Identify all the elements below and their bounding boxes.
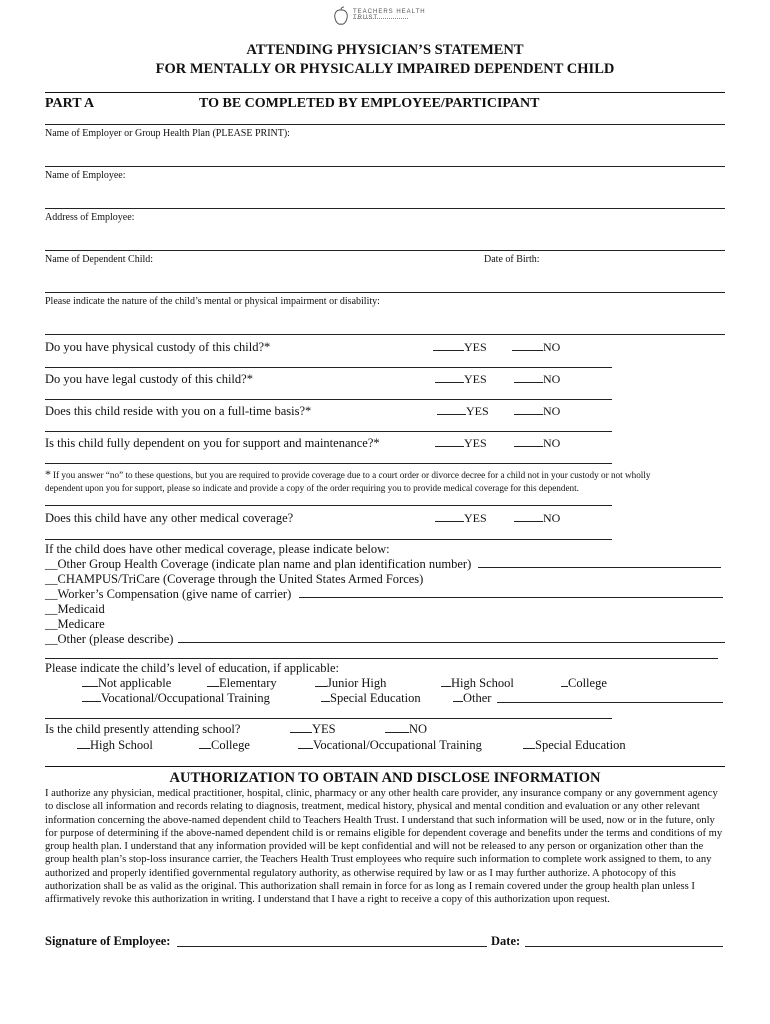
question-reside: Does this child reside with you on a full-time basis?*	[45, 404, 312, 418]
signature-field[interactable]	[177, 946, 487, 947]
other-describe-field[interactable]	[178, 642, 725, 643]
logo-text: TEACHERS HEALTH TRUST	[353, 9, 426, 21]
no-option[interactable]: NO	[514, 404, 560, 419]
employee-label: Name of Employee:	[45, 170, 126, 181]
edu-other-field[interactable]	[497, 702, 723, 703]
edu-high-school[interactable]: High School	[441, 676, 514, 691]
yes-option[interactable]: YES	[437, 404, 489, 419]
logo-subline	[353, 18, 408, 19]
question-physical-custody: Do you have physical custody of this child?*	[45, 340, 271, 354]
address-label: Address of Employee:	[45, 212, 135, 223]
authorization-body: I authorize any physician, medical practitioner, hospital, clinic, pharmacy or any other health care provider, any insurance company or any government agency to disclose all information and records relating to diagnosis, treatment, medical history, physical and mental condition and evaluation or any other relevant information concerning the above-named dependent child to Teachers Health Trust. I understand that such information will be used, now or in the future, only for purpose of determining if the above-named dependent child is or remains eligible for dependent coverage and benefits under the terms and conditions of my group health plan. I understand that any information provided will be kept confidential and will not be released to any person or organization other than the group health plan’s stop-loss insurance carrier, the Teachers Health Trust employees who require such information to complete work assigned to them, to any authorized and properly identified governmental regulatory authority, as otherwise required by law or as I may further authorize. A photocopy of this authorization shall be as valid as the original. This authorization shall remain in force for as long as I remain covered under the group health plan unless I affirmatively revoke this authorization in writing. I understand that I have a right to receive a copy of this authorization upon request.	[45, 788, 723, 906]
option-workers-comp[interactable]: __Worker’s Compensation (give name of carrier)	[45, 587, 292, 601]
yes-option[interactable]: YES	[435, 436, 487, 451]
impairment-label: Please indicate the nature of the child’s mental or physical impairment or disability:	[45, 296, 380, 307]
option-other[interactable]: __Other (please describe)	[45, 632, 174, 646]
divider	[45, 766, 725, 767]
attend-special-ed[interactable]: Special Education	[523, 738, 626, 753]
divider	[45, 367, 612, 368]
footnote-line2: dependent upon you for support, please so indicate and provide a copy of the order requiring you to provide medical coverage for this dependent.	[45, 483, 579, 493]
edu-elementary[interactable]: Elementary	[207, 676, 277, 691]
no-option[interactable]: NO	[512, 340, 560, 355]
yes-option[interactable]: YES	[290, 722, 336, 737]
form-title-line1: ATTENDING PHYSICIAN’S STATEMENT	[246, 42, 524, 58]
footnote-star: *	[45, 467, 51, 481]
divider	[45, 539, 612, 540]
yes-option[interactable]: YES	[433, 340, 487, 355]
no-option[interactable]: NO	[514, 436, 560, 451]
attend-college[interactable]: College	[199, 738, 250, 753]
edu-vocational[interactable]: Vocational/Occupational Training	[82, 691, 270, 706]
option-group-health[interactable]: __Other Group Health Coverage (indicate plan name and plan identification number)	[45, 557, 472, 571]
question-other-coverage: Does this child have any other medical coverage?	[45, 511, 294, 525]
employee-field[interactable]	[45, 208, 725, 209]
yes-option[interactable]: YES	[435, 372, 487, 387]
employer-field[interactable]	[45, 166, 725, 167]
part-a-label: PART A	[45, 96, 95, 111]
option-medicaid[interactable]: __Medicaid	[45, 602, 105, 616]
dependent-field[interactable]	[45, 292, 725, 293]
divider	[45, 718, 612, 719]
signature-label: Signature of Employee:	[45, 934, 171, 948]
edu-junior-high[interactable]: Junior High	[315, 676, 386, 691]
impairment-field[interactable]	[45, 334, 725, 335]
divider	[45, 92, 725, 93]
employer-label: Name of Employer or Group Health Plan (PLEASE PRINT):	[45, 128, 290, 139]
dob-label: Date of Birth:	[484, 254, 540, 265]
form-title-line2: FOR MENTALLY OR PHYSICALLY IMPAIRED DEPENDENT CHILD	[155, 61, 615, 77]
no-option[interactable]: NO	[514, 372, 560, 387]
attend-high-school[interactable]: High School	[77, 738, 153, 753]
no-option[interactable]: NO	[385, 722, 427, 737]
yes-option[interactable]: YES	[435, 511, 487, 526]
logo	[331, 6, 431, 28]
divider	[45, 463, 612, 464]
divider	[45, 399, 612, 400]
date-label: Date:	[491, 934, 521, 948]
date-field[interactable]	[525, 946, 723, 947]
footnote-line1: If you answer “no” to these questions, but you are required to provide coverage due to a court order or divorce decree for a child not in your custody or not wholly	[53, 470, 651, 480]
option-medicare[interactable]: __Medicare	[45, 617, 105, 631]
edu-not-applicable[interactable]: Not applicable	[82, 676, 171, 691]
option-champus[interactable]: __CHAMPUS/TriCare (Coverage through the United States Armed Forces)	[45, 572, 424, 586]
other-coverage-intro: If the child does have other medical coverage, please indicate below:	[45, 542, 390, 556]
no-option[interactable]: NO	[514, 511, 560, 526]
group-health-field[interactable]	[478, 567, 721, 568]
edu-college[interactable]: College	[561, 676, 607, 691]
dependent-label: Name of Dependent Child:	[45, 254, 154, 265]
edu-other[interactable]: Other	[453, 691, 491, 706]
question-legal-custody: Do you have legal custody of this child?*	[45, 372, 253, 386]
divider	[45, 431, 612, 432]
workers-comp-field[interactable]	[299, 597, 723, 598]
divider	[45, 505, 612, 506]
attend-vocational[interactable]: Vocational/Occupational Training	[298, 738, 482, 753]
address-field[interactable]	[45, 250, 725, 251]
education-intro: Please indicate the child’s level of education, if applicable:	[45, 661, 339, 675]
divider	[45, 124, 725, 125]
authorization-heading: AUTHORIZATION TO OBTAIN AND DISCLOSE INFORMATION	[169, 770, 601, 786]
question-dependent: Is this child fully dependent on you for support and maintenance?*	[45, 436, 380, 450]
part-a-heading: TO BE COMPLETED BY EMPLOYEE/PARTICIPANT	[199, 96, 540, 111]
question-attending: Is the child presently attending school?	[45, 722, 241, 736]
edu-special-ed[interactable]: Special Education	[321, 691, 421, 706]
divider	[45, 658, 718, 659]
